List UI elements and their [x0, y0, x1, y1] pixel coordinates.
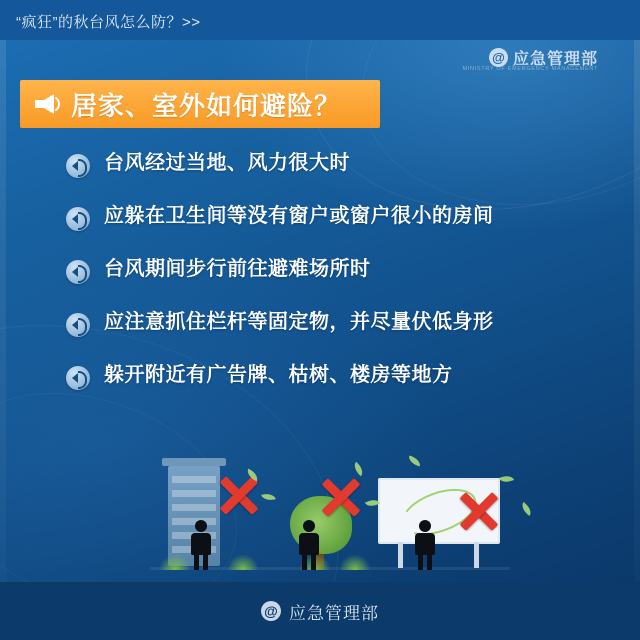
list-item: [66, 256, 606, 284]
building-roof: [162, 458, 226, 466]
list-item-label: 躲开附近有广告牌、枯树、楼房等地方: [104, 364, 453, 386]
weibo-icon: @: [489, 48, 508, 67]
person-figure: [296, 520, 322, 570]
list-item: [66, 362, 606, 390]
weibo-icon: @: [261, 601, 281, 621]
person-figure: [412, 520, 438, 570]
list-item-label: 台风期间步行前往避难场所时: [104, 258, 371, 280]
bottom-bar: [0, 582, 640, 640]
person-figure: [188, 520, 214, 570]
right-edge-highlight: [634, 40, 640, 582]
forbidden-icon: [318, 474, 364, 520]
left-edge-highlight: [0, 40, 6, 582]
headline-text: “疯狂”的秋台风怎么防？>>: [16, 14, 201, 31]
top-bar: [0, 0, 640, 40]
speaker-icon: [66, 207, 90, 231]
list-item-label: 应躲在卫生间等没有窗户或窗户很小的房间: [104, 205, 494, 227]
logo-name: 应急管理部: [512, 51, 598, 68]
list-item: [66, 309, 606, 337]
ministry-logo: [462, 46, 598, 72]
logo-subtitle: MINISTRY OF EMERGENCY MANAGEMENT: [462, 66, 598, 72]
tips-list: [66, 150, 606, 415]
section-title: 居家、室外如何避险？: [71, 90, 342, 121]
footer-label: 应急管理部: [289, 603, 379, 623]
illustration: [0, 447, 640, 582]
section-title-band: [20, 80, 380, 128]
list-item: [66, 203, 606, 231]
list-item-label: 应注意抓住栏杆等固定物，并尽量伏低身形: [104, 311, 494, 333]
speaker-icon: [66, 366, 90, 390]
list-item-label: 台风经过当地、风力很大时: [104, 152, 350, 174]
forbidden-icon: [456, 488, 502, 534]
speaker-icon: [66, 260, 90, 284]
list-item: [66, 150, 606, 178]
megaphone-icon: [32, 91, 62, 117]
speaker-icon: [66, 154, 90, 178]
speaker-icon: [66, 313, 90, 337]
